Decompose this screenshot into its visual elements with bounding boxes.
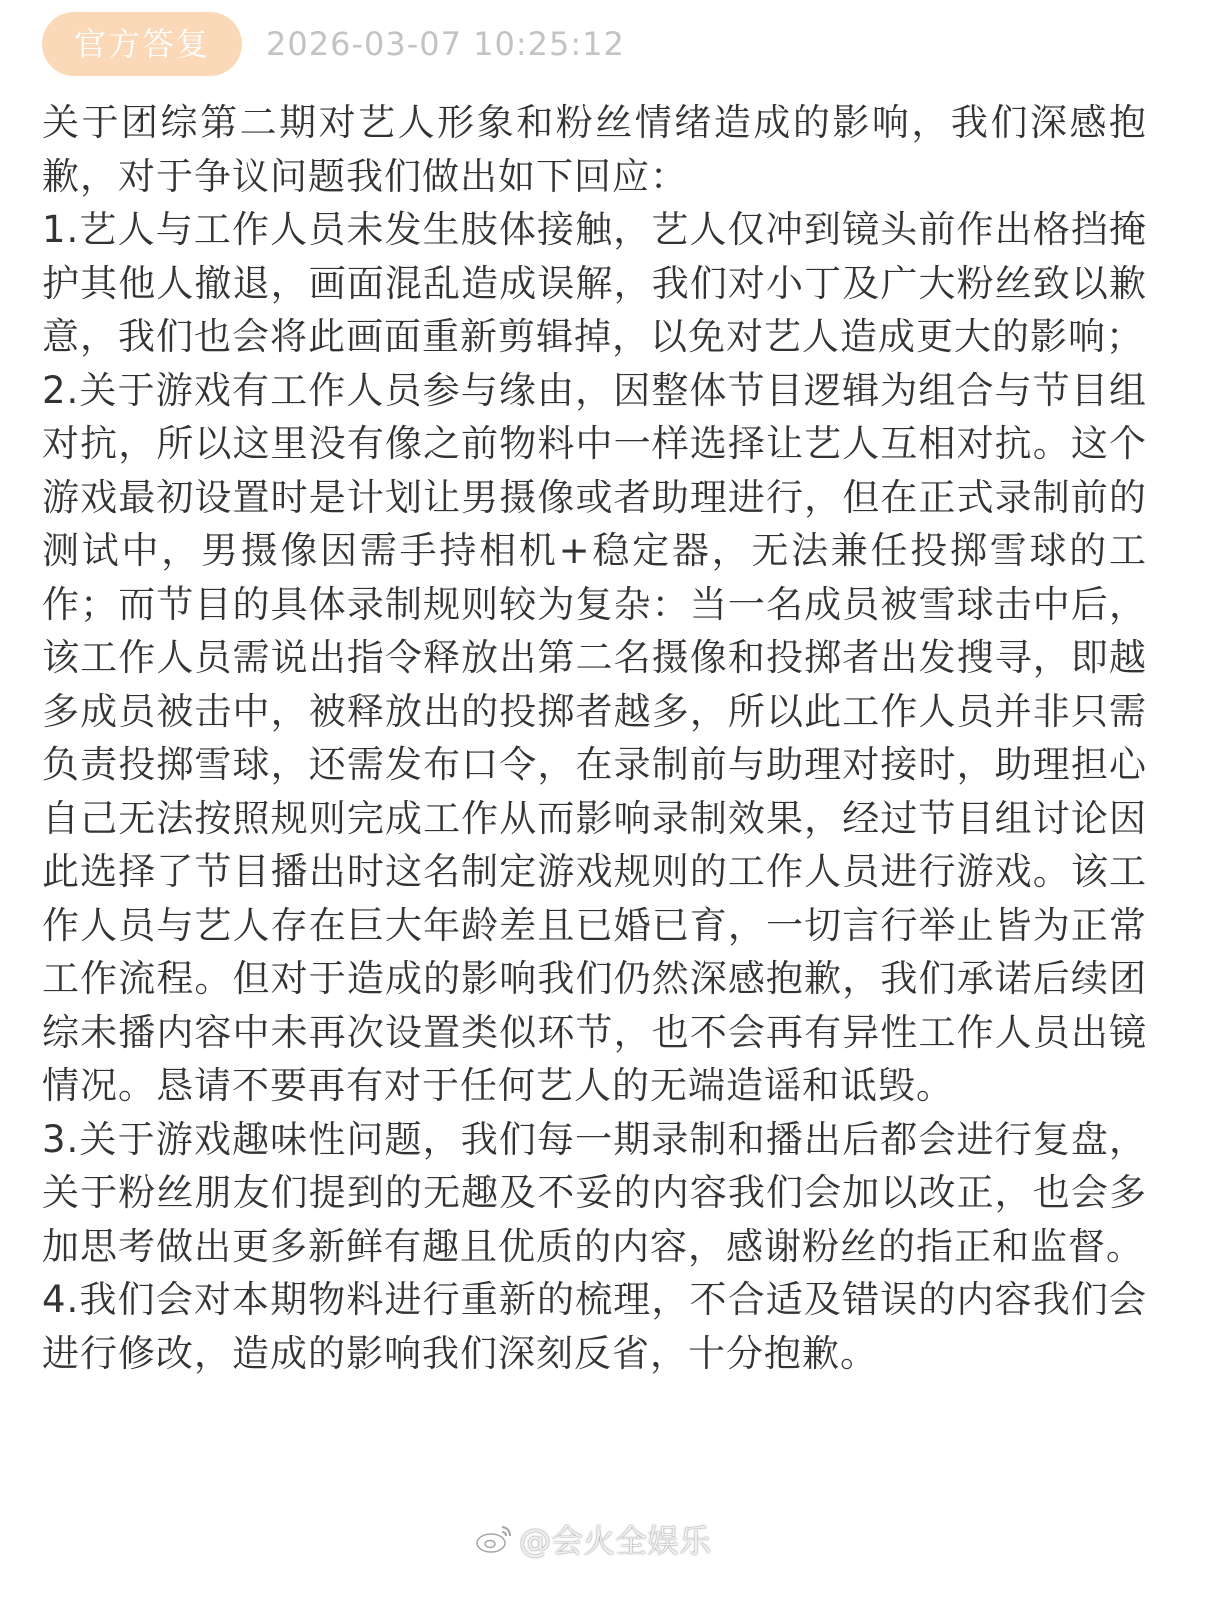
official-reply-badge: 官方答复 [42, 12, 242, 76]
watermark-text: @会火全娱乐 [519, 1522, 712, 1560]
reply-paragraph-3: 3.关于游戏趣味性问题，我们每一期录制和播出后都会进行复盘，关于粉丝朋友们提到的无趣及不妥的内容我们会加以改正，也会多加思考做出更多新鲜有趣且优质的内容，感谢粉丝的指正和监督。 [42, 1117, 1147, 1268]
reply-paragraph-4: 4.我们会对本期物料进行重新的梳理，不合适及错误的内容我们会进行修改，造成的影响我们深刻反省，十分抱歉。 [42, 1278, 1147, 1375]
reply-paragraph-intro: 关于团综第二期对艺人形象和粉丝情绪造成的影响，我们深感抱歉，对于争议问题我们做出如下回应： [42, 101, 1147, 198]
reply-header [42, 10, 625, 78]
reply-paragraph-1: 1.艺人与工作人员未发生肢体接触，艺人仅冲到镜头前作出格挡掩护其他人撤退，画面混乱造成误解，我们对小丁及广大粉丝致以歉意，我们也会将此画面重新剪辑掉，以免对艺人造成更大的影响； [42, 208, 1147, 358]
reply-timestamp: 2026-03-07 10:25:12 [266, 25, 625, 63]
reply-paragraph-2: 2.关于游戏有工作人员参与缘由，因整体节目逻辑为组合与节目组对抗，所以这里没有像之前物料中一样选择让艺人互相对抗。这个游戏最初设置时是计划让男摄像或者助理进行，但在正式录制前的测试中，男摄像因需手持相机+稳定器，无法兼任投掷雪球的工作；而节目的具体录制规则较为复杂：当一名成员被雪球击中后，该工作人员需说出指令释放出第二名摄像和投掷者出发搜寻，即越多成员被击中，被释放出的投掷者越多，所以此工作人员并非只需负责投掷雪球，还需发布口令，在录制前与助理对接时，助理担心自己无法按照规则完成工作从而影响录制效果，经过节目组讨论因此选择了节目播出时这名制定游戏规则的工作人员进行游戏。该工作人员与艺人存在巨大年龄差且已婚已育，一切言行举止皆为正常工作流程。但对于造成的影响我们仍然深感抱歉，我们承诺后续团综未播内容中未再次设置类似环节，也不会再有异性工作人员出镜情况。恳请不要再有对于任何艺人的无端造谣和诋毁。 [42, 368, 1147, 1107]
weibo-logo-icon [475, 1524, 513, 1554]
reply-body [42, 96, 1147, 1380]
watermark [475, 1513, 711, 1565]
